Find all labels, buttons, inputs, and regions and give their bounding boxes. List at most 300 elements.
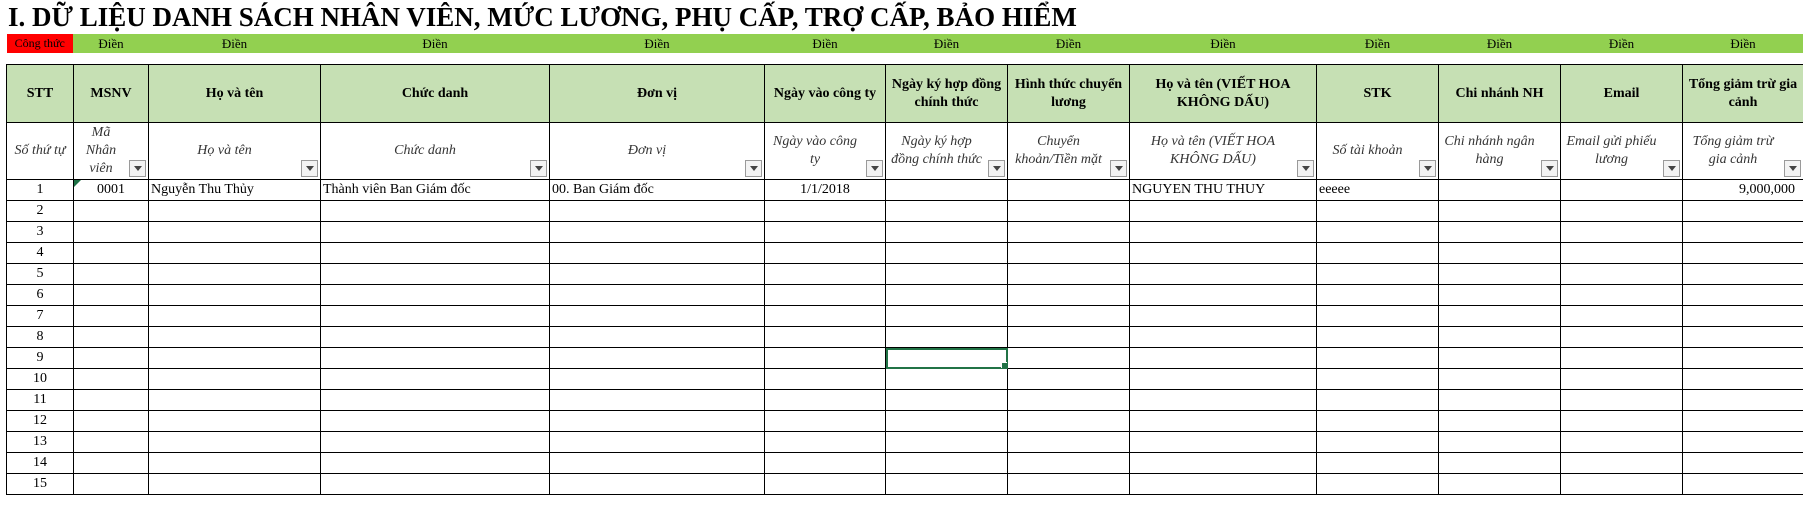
table-cell[interactable] bbox=[1683, 264, 1803, 285]
formula-cell[interactable]: Điền bbox=[74, 34, 149, 53]
table-cell[interactable] bbox=[886, 243, 1008, 264]
table-cell[interactable] bbox=[886, 222, 1008, 243]
table-cell[interactable] bbox=[1317, 390, 1439, 411]
table-cell[interactable] bbox=[1561, 453, 1683, 474]
table-cell[interactable] bbox=[1317, 222, 1439, 243]
table-cell[interactable] bbox=[1317, 264, 1439, 285]
table-cell[interactable] bbox=[149, 243, 321, 264]
table-cell[interactable] bbox=[74, 306, 149, 327]
table-cell[interactable] bbox=[1683, 411, 1803, 432]
table-cell[interactable] bbox=[321, 411, 550, 432]
table-cell[interactable] bbox=[1008, 348, 1130, 369]
cell-value: 6 bbox=[36, 287, 44, 302]
formula-cell[interactable]: Điền bbox=[1439, 34, 1561, 53]
table-row bbox=[7, 201, 1803, 222]
table-cell[interactable] bbox=[74, 453, 149, 474]
table-cell[interactable] bbox=[1683, 474, 1803, 495]
table-cell[interactable] bbox=[1561, 474, 1683, 495]
cell-value: 0001 bbox=[97, 182, 125, 197]
table-row bbox=[7, 243, 1803, 264]
column-description[interactable] bbox=[1683, 123, 1803, 180]
table-cell[interactable] bbox=[7, 390, 74, 411]
table-cell[interactable] bbox=[1683, 390, 1803, 411]
table-cell[interactable] bbox=[765, 264, 886, 285]
table-cell[interactable] bbox=[1439, 390, 1561, 411]
table-cell[interactable] bbox=[1561, 327, 1683, 348]
table-cell[interactable] bbox=[1317, 243, 1439, 264]
filter-dropdown-icon[interactable] bbox=[988, 160, 1005, 177]
table-cell[interactable] bbox=[74, 474, 149, 495]
table-cell[interactable] bbox=[765, 432, 886, 453]
table-cell[interactable] bbox=[1683, 201, 1803, 222]
table-cell[interactable] bbox=[1439, 222, 1561, 243]
table-cell[interactable] bbox=[74, 264, 149, 285]
table-cell[interactable] bbox=[74, 180, 149, 201]
table-cell[interactable] bbox=[550, 348, 765, 369]
selected-cell[interactable] bbox=[886, 348, 1008, 369]
table-cell[interactable] bbox=[550, 474, 765, 495]
table-cell[interactable] bbox=[1008, 285, 1130, 306]
table-cell[interactable] bbox=[1008, 306, 1130, 327]
table-cell[interactable] bbox=[1008, 474, 1130, 495]
table-cell[interactable] bbox=[74, 201, 149, 222]
cell-error-indicator-icon bbox=[74, 180, 81, 187]
table-cell[interactable] bbox=[765, 327, 886, 348]
filter-dropdown-icon[interactable] bbox=[1110, 160, 1127, 177]
empty-cell[interactable] bbox=[1008, 53, 1130, 65]
table-cell[interactable] bbox=[1439, 306, 1561, 327]
table-cell[interactable] bbox=[886, 369, 1008, 390]
table-row bbox=[7, 327, 1803, 348]
table-cell[interactable] bbox=[149, 369, 321, 390]
table-cell[interactable] bbox=[550, 390, 765, 411]
column-description[interactable] bbox=[1439, 123, 1561, 180]
table-cell[interactable] bbox=[1317, 327, 1439, 348]
cell-value: 3 bbox=[36, 224, 44, 239]
empty-cell[interactable] bbox=[1561, 53, 1683, 65]
table-cell[interactable] bbox=[149, 285, 321, 306]
table-cell[interactable] bbox=[765, 369, 886, 390]
column-description[interactable] bbox=[1130, 123, 1317, 180]
table-cell[interactable] bbox=[1008, 411, 1130, 432]
column-header[interactable]: Hình thức chuyển lương bbox=[1008, 65, 1130, 123]
table-cell[interactable] bbox=[1317, 369, 1439, 390]
table-cell[interactable] bbox=[550, 180, 765, 201]
table-cell[interactable] bbox=[765, 201, 886, 222]
table-cell[interactable] bbox=[7, 474, 74, 495]
table-cell[interactable] bbox=[74, 243, 149, 264]
table-cell[interactable] bbox=[886, 474, 1008, 495]
table-cell[interactable] bbox=[321, 180, 550, 201]
table-cell[interactable] bbox=[1008, 222, 1130, 243]
column-description-text: Ngày ký hợp đồng chính thức bbox=[891, 134, 982, 167]
table-row bbox=[7, 432, 1803, 453]
table-cell[interactable] bbox=[321, 285, 550, 306]
table-cell[interactable] bbox=[7, 285, 74, 306]
table-cell[interactable] bbox=[321, 201, 550, 222]
filter-dropdown-icon[interactable] bbox=[866, 160, 883, 177]
table-cell[interactable] bbox=[7, 243, 74, 264]
column-description-text: Chuyển khoản/Tiền mặt bbox=[1015, 134, 1102, 167]
table-cell[interactable] bbox=[1561, 180, 1683, 201]
table-cell[interactable] bbox=[886, 327, 1008, 348]
table-cell[interactable] bbox=[7, 201, 74, 222]
empty-cell[interactable] bbox=[765, 53, 886, 65]
column-description[interactable] bbox=[1317, 123, 1439, 180]
table-row bbox=[7, 369, 1803, 390]
column-description-text: Số tài khoản bbox=[1332, 143, 1403, 158]
column-description-text: Tổng giảm trừ gia cảnh bbox=[1692, 134, 1774, 167]
table-cell[interactable] bbox=[886, 453, 1008, 474]
table-cell[interactable] bbox=[1439, 285, 1561, 306]
table-cell[interactable] bbox=[1561, 264, 1683, 285]
column-description[interactable] bbox=[1008, 123, 1130, 180]
column-description[interactable] bbox=[1561, 123, 1683, 180]
table-cell[interactable] bbox=[149, 474, 321, 495]
empty-cell[interactable] bbox=[1683, 53, 1803, 65]
table-cell[interactable] bbox=[149, 327, 321, 348]
table-cell[interactable] bbox=[321, 432, 550, 453]
table-cell[interactable] bbox=[1683, 222, 1803, 243]
column-header[interactable]: STT bbox=[7, 65, 74, 123]
table-cell[interactable] bbox=[1008, 201, 1130, 222]
column-description[interactable] bbox=[149, 123, 321, 180]
empty-cell[interactable] bbox=[1317, 53, 1439, 65]
table-cell[interactable] bbox=[149, 264, 321, 285]
table-cell[interactable] bbox=[149, 201, 321, 222]
table-cell[interactable] bbox=[321, 348, 550, 369]
formula-cell[interactable]: Điền bbox=[1130, 34, 1317, 53]
table-cell[interactable] bbox=[1439, 348, 1561, 369]
table-cell[interactable] bbox=[1008, 390, 1130, 411]
empty-cell[interactable] bbox=[1439, 53, 1561, 65]
cell-value: 2 bbox=[36, 203, 44, 218]
table-cell[interactable] bbox=[886, 306, 1008, 327]
cell-value: 8 bbox=[36, 329, 44, 344]
table-cell[interactable] bbox=[1130, 432, 1317, 453]
column-description[interactable] bbox=[550, 123, 765, 180]
table-cell[interactable] bbox=[7, 264, 74, 285]
table-cell[interactable] bbox=[1317, 285, 1439, 306]
table-cell[interactable] bbox=[74, 348, 149, 369]
column-header[interactable]: Họ và tên bbox=[149, 65, 321, 123]
table-cell[interactable] bbox=[1561, 348, 1683, 369]
table-cell[interactable] bbox=[1439, 432, 1561, 453]
table-cell[interactable] bbox=[765, 243, 886, 264]
table-cell[interactable] bbox=[149, 432, 321, 453]
table-cell[interactable] bbox=[1561, 369, 1683, 390]
table-cell[interactable] bbox=[1130, 390, 1317, 411]
column-description-text: Họ và tên (VIẾT HOA KHÔNG DẤU) bbox=[1150, 134, 1276, 167]
cell-value: 5 bbox=[36, 266, 44, 281]
table-cell[interactable] bbox=[1439, 474, 1561, 495]
table-cell[interactable] bbox=[765, 390, 886, 411]
table-cell[interactable] bbox=[886, 390, 1008, 411]
column-header[interactable]: Đơn vị bbox=[550, 65, 765, 123]
cell-value: 14 bbox=[33, 455, 47, 470]
table-cell[interactable] bbox=[1439, 264, 1561, 285]
formula-cell[interactable]: Điền bbox=[1317, 34, 1439, 53]
table-cell[interactable] bbox=[1130, 327, 1317, 348]
column-header[interactable]: Ngày vào công ty bbox=[765, 65, 886, 123]
table-cell[interactable] bbox=[1439, 453, 1561, 474]
column-description-text: Email gửi phiếu lương bbox=[1566, 134, 1657, 167]
cell-value: 9,000,000 bbox=[1739, 182, 1795, 197]
table-cell[interactable] bbox=[74, 390, 149, 411]
column-header[interactable]: STK bbox=[1317, 65, 1439, 123]
table-cell[interactable] bbox=[886, 432, 1008, 453]
table-cell[interactable] bbox=[550, 369, 765, 390]
table-cell[interactable] bbox=[550, 411, 765, 432]
table-cell[interactable] bbox=[1130, 474, 1317, 495]
table-cell[interactable] bbox=[765, 180, 886, 201]
table-cell[interactable] bbox=[550, 327, 765, 348]
table-cell[interactable] bbox=[1008, 369, 1130, 390]
table-cell[interactable] bbox=[7, 369, 74, 390]
table-cell[interactable] bbox=[7, 411, 74, 432]
column-header[interactable]: Ngày ký hợp đồng chính thức bbox=[886, 65, 1008, 123]
table-cell[interactable] bbox=[550, 285, 765, 306]
table-cell[interactable] bbox=[1008, 327, 1130, 348]
filter-dropdown-icon[interactable] bbox=[1541, 160, 1558, 177]
table-cell[interactable] bbox=[1439, 201, 1561, 222]
table-cell[interactable] bbox=[1130, 201, 1317, 222]
table-cell[interactable] bbox=[886, 264, 1008, 285]
table-cell[interactable] bbox=[321, 306, 550, 327]
table-cell[interactable] bbox=[886, 285, 1008, 306]
column-header[interactable]: Chi nhánh NH bbox=[1439, 65, 1561, 123]
column-header[interactable]: Họ và tên (VIẾT HOA KHÔNG DẤU) bbox=[1130, 65, 1317, 123]
table-cell[interactable] bbox=[1683, 369, 1803, 390]
empty-cell[interactable] bbox=[7, 53, 74, 65]
table-cell[interactable] bbox=[1561, 243, 1683, 264]
table-cell[interactable] bbox=[1130, 411, 1317, 432]
table-cell[interactable] bbox=[1683, 327, 1803, 348]
table-cell[interactable] bbox=[74, 327, 149, 348]
formula-cell[interactable]: Điền bbox=[1561, 34, 1683, 53]
column-description-text: Đơn vị bbox=[627, 143, 667, 158]
table-cell[interactable] bbox=[74, 222, 149, 243]
table-cell[interactable] bbox=[550, 264, 765, 285]
table-cell[interactable] bbox=[1008, 264, 1130, 285]
column-description[interactable] bbox=[7, 123, 74, 180]
formula-label-cell[interactable]: Công thức bbox=[7, 34, 74, 53]
table-row bbox=[7, 390, 1803, 411]
formula-cell[interactable]: Điền bbox=[149, 34, 321, 53]
table-cell[interactable] bbox=[1008, 243, 1130, 264]
table-cell[interactable] bbox=[1439, 327, 1561, 348]
table-cell[interactable] bbox=[1683, 285, 1803, 306]
column-description-text: Họ và tên bbox=[197, 143, 252, 158]
table-cell[interactable] bbox=[1317, 348, 1439, 369]
table-cell[interactable] bbox=[149, 348, 321, 369]
filter-dropdown-icon[interactable] bbox=[530, 160, 547, 177]
column-header[interactable]: Tổng giảm trừ gia cảnh bbox=[1683, 65, 1803, 123]
column-description-text: Chi nhánh ngân hàng bbox=[1444, 134, 1535, 167]
table-cell[interactable] bbox=[149, 180, 321, 201]
cell-value: 13 bbox=[33, 434, 47, 449]
filter-dropdown-icon[interactable] bbox=[1297, 160, 1314, 177]
table-cell[interactable] bbox=[1683, 432, 1803, 453]
table-cell[interactable] bbox=[1683, 306, 1803, 327]
filter-dropdown-icon[interactable] bbox=[1784, 160, 1801, 177]
filter-dropdown-icon[interactable] bbox=[1419, 160, 1436, 177]
table-cell[interactable] bbox=[765, 474, 886, 495]
table-cell[interactable] bbox=[1317, 453, 1439, 474]
filter-dropdown-icon[interactable] bbox=[129, 160, 146, 177]
table-cell[interactable] bbox=[765, 222, 886, 243]
table-cell[interactable] bbox=[321, 264, 550, 285]
filter-dropdown-icon[interactable] bbox=[745, 160, 762, 177]
formula-cell[interactable]: Điền bbox=[886, 34, 1008, 53]
column-description-text: Mã Nhân viên bbox=[85, 125, 117, 176]
column-description-text: Chức danh bbox=[394, 143, 456, 158]
table-cell[interactable] bbox=[149, 222, 321, 243]
table-cell[interactable] bbox=[1317, 306, 1439, 327]
column-header[interactable]: Chức danh bbox=[321, 65, 550, 123]
column-description[interactable] bbox=[74, 123, 149, 180]
table-cell[interactable] bbox=[7, 327, 74, 348]
table-cell[interactable] bbox=[765, 285, 886, 306]
table-row bbox=[7, 453, 1803, 474]
table-cell[interactable] bbox=[1439, 369, 1561, 390]
table-cell[interactable] bbox=[1317, 474, 1439, 495]
table-row bbox=[7, 222, 1803, 243]
table-cell[interactable] bbox=[1561, 201, 1683, 222]
table-cell[interactable] bbox=[1130, 453, 1317, 474]
table-cell[interactable] bbox=[7, 180, 74, 201]
empty-cell[interactable] bbox=[74, 53, 149, 65]
table-cell[interactable] bbox=[1130, 180, 1317, 201]
cell-value: 9 bbox=[36, 350, 44, 365]
table-cell[interactable] bbox=[7, 432, 74, 453]
table-cell[interactable] bbox=[321, 243, 550, 264]
table-cell[interactable] bbox=[1130, 264, 1317, 285]
table-cell[interactable] bbox=[1683, 453, 1803, 474]
formula-cell[interactable]: Điền bbox=[321, 34, 550, 53]
table-cell[interactable] bbox=[321, 222, 550, 243]
table-cell[interactable] bbox=[7, 222, 74, 243]
column-description[interactable] bbox=[886, 123, 1008, 180]
table-cell[interactable] bbox=[74, 369, 149, 390]
table-cell[interactable] bbox=[1683, 243, 1803, 264]
table-cell[interactable] bbox=[1561, 306, 1683, 327]
table-cell[interactable] bbox=[74, 432, 149, 453]
table-cell[interactable] bbox=[550, 432, 765, 453]
table-cell[interactable] bbox=[1130, 222, 1317, 243]
table-cell[interactable] bbox=[550, 222, 765, 243]
table-cell[interactable] bbox=[550, 243, 765, 264]
empty-cell[interactable] bbox=[1130, 53, 1317, 65]
table-row bbox=[7, 348, 1803, 369]
table-cell[interactable] bbox=[1317, 201, 1439, 222]
table-cell[interactable] bbox=[1008, 453, 1130, 474]
table-cell[interactable] bbox=[1008, 180, 1130, 201]
cell-value: 00. Ban Giám đốc bbox=[552, 182, 654, 197]
empty-cell[interactable] bbox=[550, 53, 765, 65]
table-cell[interactable] bbox=[321, 327, 550, 348]
table-cell[interactable] bbox=[149, 390, 321, 411]
empty-cell[interactable] bbox=[149, 53, 321, 65]
table-cell[interactable] bbox=[765, 306, 886, 327]
table-cell[interactable] bbox=[550, 453, 765, 474]
table-cell[interactable] bbox=[550, 306, 765, 327]
table-cell[interactable] bbox=[1561, 411, 1683, 432]
table-cell[interactable] bbox=[1317, 411, 1439, 432]
table-cell[interactable] bbox=[1561, 222, 1683, 243]
table-cell[interactable] bbox=[765, 348, 886, 369]
cell-value: 1/1/2018 bbox=[800, 182, 850, 197]
column-header[interactable]: MSNV bbox=[74, 65, 149, 123]
table-cell[interactable] bbox=[321, 390, 550, 411]
formula-cell[interactable]: Điền bbox=[1683, 34, 1803, 53]
table-cell[interactable] bbox=[149, 453, 321, 474]
cell-value: 1 bbox=[36, 182, 44, 197]
filter-dropdown-icon[interactable] bbox=[1663, 160, 1680, 177]
column-description[interactable] bbox=[321, 123, 550, 180]
table-cell[interactable] bbox=[1130, 243, 1317, 264]
table-cell[interactable] bbox=[765, 453, 886, 474]
table-cell[interactable] bbox=[886, 201, 1008, 222]
table-cell[interactable] bbox=[1130, 285, 1317, 306]
empty-cell[interactable] bbox=[321, 53, 550, 65]
table-row bbox=[7, 411, 1803, 432]
table-cell[interactable] bbox=[321, 369, 550, 390]
table-cell[interactable] bbox=[1439, 243, 1561, 264]
table-cell[interactable] bbox=[321, 453, 550, 474]
column-description[interactable] bbox=[765, 123, 886, 180]
table-cell[interactable] bbox=[321, 474, 550, 495]
table-cell[interactable] bbox=[1130, 369, 1317, 390]
cell-value: 10 bbox=[33, 371, 47, 386]
column-header[interactable]: Email bbox=[1561, 65, 1683, 123]
cell-value: Nguyễn Thu Thủy bbox=[151, 182, 254, 197]
table-cell[interactable] bbox=[1317, 432, 1439, 453]
formula-cell[interactable]: Điền bbox=[550, 34, 765, 53]
table-cell[interactable] bbox=[1561, 390, 1683, 411]
table-cell[interactable] bbox=[1561, 432, 1683, 453]
filter-dropdown-icon[interactable] bbox=[301, 160, 318, 177]
table-cell[interactable] bbox=[550, 201, 765, 222]
table-cell[interactable] bbox=[74, 411, 149, 432]
table-cell[interactable] bbox=[1683, 180, 1803, 201]
table-cell[interactable] bbox=[1008, 432, 1130, 453]
formula-cell[interactable]: Điền bbox=[765, 34, 886, 53]
table-cell[interactable] bbox=[7, 453, 74, 474]
table-cell[interactable] bbox=[1130, 348, 1317, 369]
table-cell[interactable] bbox=[1317, 180, 1439, 201]
formula-cell[interactable]: Điền bbox=[1008, 34, 1130, 53]
table-cell[interactable] bbox=[7, 306, 74, 327]
table-cell[interactable] bbox=[1439, 411, 1561, 432]
table-row bbox=[7, 306, 1803, 327]
table-cell[interactable] bbox=[1561, 285, 1683, 306]
table-cell[interactable] bbox=[886, 180, 1008, 201]
table-cell[interactable] bbox=[7, 348, 74, 369]
cell-value: 11 bbox=[33, 392, 47, 407]
table-cell[interactable] bbox=[1683, 348, 1803, 369]
table-cell[interactable] bbox=[1130, 306, 1317, 327]
table-row bbox=[7, 474, 1803, 495]
table-cell[interactable] bbox=[886, 411, 1008, 432]
table-cell[interactable] bbox=[1439, 180, 1561, 201]
table-cell[interactable] bbox=[149, 411, 321, 432]
cell-value: 12 bbox=[33, 413, 47, 428]
table-cell[interactable] bbox=[149, 306, 321, 327]
table-cell[interactable] bbox=[74, 285, 149, 306]
empty-cell[interactable] bbox=[886, 53, 1008, 65]
table-cell[interactable] bbox=[765, 411, 886, 432]
